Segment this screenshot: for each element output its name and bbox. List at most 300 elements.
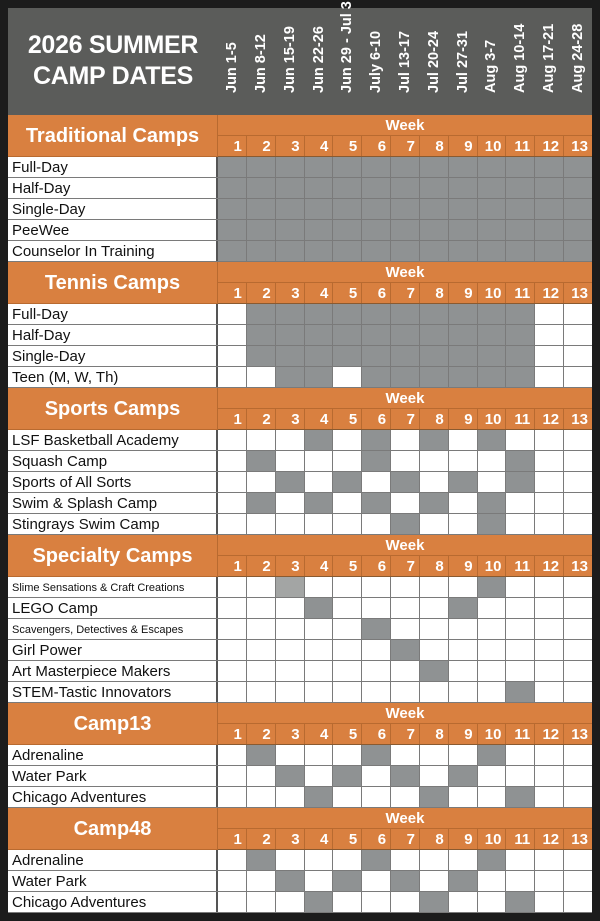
empty-week-cell xyxy=(391,577,420,597)
empty-week-cell xyxy=(305,766,334,786)
empty-week-cell xyxy=(218,304,247,324)
scheduled-week-cell xyxy=(420,220,449,240)
week-cells xyxy=(218,241,592,261)
week-number: 1 xyxy=(218,829,247,849)
week-number: 1 xyxy=(218,556,247,576)
empty-week-cell xyxy=(535,745,564,765)
empty-week-cell xyxy=(449,451,478,471)
week-number: 6 xyxy=(362,136,391,156)
scheduled-week-cell xyxy=(478,178,507,198)
empty-week-cell xyxy=(478,619,507,639)
empty-week-cell xyxy=(564,766,592,786)
empty-week-cell xyxy=(564,514,592,534)
empty-week-cell xyxy=(218,577,247,597)
empty-week-cell xyxy=(506,745,535,765)
camp-row xyxy=(8,346,592,367)
scheduled-week-cell xyxy=(449,766,478,786)
scheduled-week-cell xyxy=(305,598,334,618)
scheduled-week-cell xyxy=(478,325,507,345)
week-number: 12 xyxy=(535,409,564,429)
empty-week-cell xyxy=(535,367,564,387)
section-header xyxy=(8,115,592,157)
empty-week-cell xyxy=(247,619,276,639)
week-number: 7 xyxy=(391,556,420,576)
section-camp48 xyxy=(8,808,592,913)
empty-week-cell xyxy=(506,430,535,450)
empty-week-cell xyxy=(535,325,564,345)
week-date-label xyxy=(304,9,333,109)
empty-week-cell xyxy=(564,682,592,702)
week-number: 11 xyxy=(506,724,535,744)
title-header xyxy=(8,1,592,115)
camp-row xyxy=(8,451,592,472)
camp-row xyxy=(8,766,592,787)
scheduled-week-cell xyxy=(247,220,276,240)
scheduled-week-cell xyxy=(420,157,449,177)
scheduled-week-cell xyxy=(420,661,449,681)
section-title: Tennis Camps xyxy=(8,262,218,304)
empty-week-cell xyxy=(391,787,420,807)
week-date-text: Jul 27-31 xyxy=(454,30,471,93)
scheduled-week-cell xyxy=(333,220,362,240)
scheduled-week-cell xyxy=(506,241,535,261)
scheduled-week-cell xyxy=(420,199,449,219)
week-cells xyxy=(218,766,592,786)
scheduled-week-cell xyxy=(276,304,305,324)
week-number: 12 xyxy=(535,136,564,156)
scheduled-week-cell xyxy=(449,199,478,219)
scheduled-week-cell xyxy=(478,577,507,597)
camp-row xyxy=(8,367,592,388)
empty-week-cell xyxy=(535,682,564,702)
camp-row xyxy=(8,430,592,451)
scheduled-week-cell xyxy=(305,199,334,219)
empty-week-cell xyxy=(276,493,305,513)
empty-week-cell xyxy=(564,787,592,807)
week-cells xyxy=(218,220,592,240)
empty-week-cell xyxy=(478,640,507,660)
section-specialty-camps xyxy=(8,535,592,703)
camp-name: Half-Day xyxy=(8,178,218,198)
week-number: 8 xyxy=(420,283,449,303)
scheduled-week-cell xyxy=(333,199,362,219)
empty-week-cell xyxy=(333,850,362,870)
scheduled-week-cell xyxy=(506,682,535,702)
scheduled-week-cell xyxy=(247,304,276,324)
scheduled-week-cell xyxy=(391,640,420,660)
empty-week-cell xyxy=(535,787,564,807)
scheduled-week-cell xyxy=(247,325,276,345)
camp-row xyxy=(8,661,592,682)
empty-week-cell xyxy=(506,640,535,660)
scheduled-week-cell xyxy=(362,451,391,471)
week-cells xyxy=(218,745,592,765)
week-number: 13 xyxy=(571,831,588,848)
week-cells xyxy=(218,178,592,198)
week-number: 11 xyxy=(506,556,535,576)
week-number: 2 xyxy=(247,829,276,849)
camp-name: Water Park xyxy=(8,766,218,786)
scheduled-week-cell xyxy=(478,745,507,765)
empty-week-cell xyxy=(449,682,478,702)
empty-week-cell xyxy=(247,766,276,786)
empty-week-cell xyxy=(333,661,362,681)
section-title: Traditional Camps xyxy=(8,115,218,157)
week-number: 7 xyxy=(391,283,420,303)
camp-name: LSF Basketball Academy xyxy=(8,430,218,450)
empty-week-cell xyxy=(535,598,564,618)
week-cells xyxy=(218,514,592,534)
week-number: 6 xyxy=(362,724,391,744)
empty-week-cell xyxy=(420,640,449,660)
camp-row xyxy=(8,472,592,493)
week-number: 8 xyxy=(420,409,449,429)
empty-week-cell xyxy=(564,367,592,387)
empty-week-cell xyxy=(478,682,507,702)
scheduled-week-cell xyxy=(247,745,276,765)
empty-week-cell xyxy=(535,577,564,597)
scheduled-week-cell xyxy=(420,178,449,198)
week-cells xyxy=(218,304,592,324)
empty-week-cell xyxy=(564,430,592,450)
empty-week-cell xyxy=(305,661,334,681)
empty-week-cell xyxy=(305,451,334,471)
week-number: 12 xyxy=(535,724,564,744)
scheduled-week-cell xyxy=(218,199,247,219)
scheduled-week-cell xyxy=(420,241,449,261)
scheduled-week-cell xyxy=(305,346,334,366)
scheduled-week-cell xyxy=(276,346,305,366)
camp-name: LEGO Camp xyxy=(8,598,218,618)
scheduled-week-cell xyxy=(333,241,362,261)
empty-week-cell xyxy=(564,892,592,912)
scheduled-week-cell xyxy=(506,178,535,198)
scheduled-week-cell xyxy=(333,325,362,345)
camp-name: PeeWee xyxy=(8,220,218,240)
scheduled-week-cell xyxy=(478,157,507,177)
scheduled-week-cell xyxy=(333,346,362,366)
week-number: 3 xyxy=(276,829,305,849)
empty-week-cell xyxy=(449,577,478,597)
empty-week-cell xyxy=(391,745,420,765)
empty-week-cell xyxy=(218,430,247,450)
week-number: 3 xyxy=(276,283,305,303)
scheduled-week-cell xyxy=(391,199,420,219)
week-number: 11 xyxy=(506,283,535,303)
camp-name: Water Park xyxy=(8,871,218,891)
scheduled-week-cell xyxy=(276,472,305,492)
camp-name: Adrenaline xyxy=(8,745,218,765)
section-header xyxy=(8,262,592,304)
week-number: 1 xyxy=(218,136,247,156)
empty-week-cell xyxy=(420,451,449,471)
camp-row xyxy=(8,850,592,871)
empty-week-cell xyxy=(218,682,247,702)
empty-week-cell xyxy=(564,871,592,891)
empty-week-cell xyxy=(362,787,391,807)
empty-week-cell xyxy=(564,472,592,492)
camp-row xyxy=(8,178,592,199)
empty-week-cell xyxy=(247,871,276,891)
empty-week-cell xyxy=(478,787,507,807)
week-date-label xyxy=(362,9,391,109)
week-number: 3 xyxy=(276,724,305,744)
scheduled-week-cell xyxy=(247,850,276,870)
empty-week-cell xyxy=(218,367,247,387)
empty-week-cell xyxy=(478,451,507,471)
week-date-text: Aug 17-21 xyxy=(540,23,557,93)
scheduled-week-cell xyxy=(391,325,420,345)
scheduled-week-cell xyxy=(449,598,478,618)
empty-week-cell xyxy=(564,640,592,660)
section-title: Sports Camps xyxy=(8,388,218,430)
scheduled-week-cell xyxy=(362,745,391,765)
empty-week-cell xyxy=(506,619,535,639)
empty-week-cell xyxy=(305,745,334,765)
week-number: 6 xyxy=(362,409,391,429)
empty-week-cell xyxy=(535,892,564,912)
week-number: 12 xyxy=(535,829,564,849)
scheduled-week-cell xyxy=(362,241,391,261)
empty-week-cell xyxy=(218,514,247,534)
camp-row xyxy=(8,493,592,514)
empty-week-cell xyxy=(449,892,478,912)
empty-week-cell xyxy=(420,871,449,891)
week-number: 2 xyxy=(247,409,276,429)
week-number: 4 xyxy=(305,724,334,744)
week-cells xyxy=(218,619,592,639)
empty-week-cell xyxy=(391,430,420,450)
week-number: 1 xyxy=(218,724,247,744)
empty-week-cell xyxy=(218,850,247,870)
week-date-label xyxy=(218,9,247,109)
week-number: 4 xyxy=(305,283,334,303)
empty-week-cell xyxy=(276,682,305,702)
week-number: 3 xyxy=(276,136,305,156)
week-label: Week xyxy=(218,388,592,409)
week-cells xyxy=(218,493,592,513)
empty-week-cell xyxy=(478,892,507,912)
empty-week-cell xyxy=(333,787,362,807)
week-number: 9 xyxy=(449,829,478,849)
scheduled-week-cell xyxy=(478,220,507,240)
scheduled-week-cell xyxy=(391,367,420,387)
scheduled-week-cell xyxy=(218,220,247,240)
week-number: 10 xyxy=(478,829,507,849)
scheduled-week-cell xyxy=(391,178,420,198)
week-date-label xyxy=(448,9,477,109)
scheduled-week-cell xyxy=(391,871,420,891)
empty-week-cell xyxy=(247,892,276,912)
week-cells xyxy=(218,430,592,450)
scheduled-week-cell xyxy=(247,157,276,177)
week-number: 11 xyxy=(506,829,535,849)
scheduled-week-cell xyxy=(478,304,507,324)
week-number: 10 xyxy=(478,556,507,576)
week-number-row xyxy=(218,409,592,430)
empty-week-cell xyxy=(362,682,391,702)
week-number: 6 xyxy=(362,283,391,303)
week-number: 13 xyxy=(571,726,588,743)
empty-week-cell xyxy=(449,745,478,765)
scheduled-week-cell xyxy=(478,199,507,219)
empty-week-cell xyxy=(362,661,391,681)
empty-week-cell xyxy=(276,745,305,765)
empty-week-cell xyxy=(535,514,564,534)
empty-week-cell xyxy=(535,640,564,660)
empty-week-cell xyxy=(362,871,391,891)
scheduled-week-cell xyxy=(362,199,391,219)
camp-name: Sports of All Sorts xyxy=(8,472,218,492)
camp-row xyxy=(8,598,592,619)
scheduled-week-cell xyxy=(506,346,535,366)
week-number: 10 xyxy=(478,136,507,156)
empty-week-cell xyxy=(362,472,391,492)
empty-week-cell xyxy=(449,619,478,639)
week-number: 8 xyxy=(420,724,449,744)
scheduled-week-cell xyxy=(333,304,362,324)
week-number: 7 xyxy=(391,136,420,156)
camp-name: STEM-Tastic Innovators xyxy=(8,682,218,702)
empty-week-cell xyxy=(218,871,247,891)
week-cells xyxy=(218,661,592,681)
camp-row xyxy=(8,220,592,241)
scheduled-week-cell xyxy=(564,157,592,177)
week-date-text: July 6-10 xyxy=(368,30,385,93)
empty-week-cell xyxy=(333,619,362,639)
week-number: 5 xyxy=(333,556,362,576)
camp-name: Art Masterpiece Makers xyxy=(8,661,218,681)
empty-week-cell xyxy=(362,892,391,912)
empty-week-cell xyxy=(218,619,247,639)
week-number: 10 xyxy=(478,724,507,744)
empty-week-cell xyxy=(478,598,507,618)
empty-week-cell xyxy=(218,640,247,660)
scheduled-week-cell xyxy=(506,472,535,492)
week-number: 13 xyxy=(571,558,588,575)
scheduled-week-cell xyxy=(362,493,391,513)
empty-week-cell xyxy=(247,682,276,702)
week-label: Week xyxy=(218,703,592,724)
empty-week-cell xyxy=(276,619,305,639)
camp-row xyxy=(8,241,592,262)
empty-week-cell xyxy=(333,367,362,387)
scheduled-week-cell xyxy=(305,178,334,198)
week-number: 5 xyxy=(333,829,362,849)
scheduled-week-cell xyxy=(506,787,535,807)
scheduled-week-cell xyxy=(362,157,391,177)
week-cells xyxy=(218,325,592,345)
scheduled-week-cell xyxy=(305,493,334,513)
empty-week-cell xyxy=(362,766,391,786)
empty-week-cell xyxy=(218,892,247,912)
scheduled-week-cell xyxy=(391,346,420,366)
camp-name: Counselor In Training xyxy=(8,241,218,261)
empty-week-cell xyxy=(218,598,247,618)
week-date-text: Jun 29 - Jul 3 xyxy=(339,1,356,93)
week-cells xyxy=(218,787,592,807)
scheduled-week-cell xyxy=(420,430,449,450)
section-header xyxy=(8,388,592,430)
week-date-label xyxy=(247,9,276,109)
empty-week-cell xyxy=(276,598,305,618)
week-number: 6 xyxy=(362,829,391,849)
camp-row xyxy=(8,787,592,808)
week-number: 9 xyxy=(449,724,478,744)
scheduled-week-cell xyxy=(506,304,535,324)
empty-week-cell xyxy=(247,430,276,450)
empty-week-cell xyxy=(333,745,362,765)
week-number: 12 xyxy=(535,556,564,576)
empty-week-cell xyxy=(535,304,564,324)
week-number: 8 xyxy=(420,829,449,849)
empty-week-cell xyxy=(218,472,247,492)
week-date-text: Jun 1-5 xyxy=(224,42,241,93)
week-number: 10 xyxy=(478,283,507,303)
empty-week-cell xyxy=(218,661,247,681)
scheduled-week-cell xyxy=(478,493,507,513)
empty-week-cell xyxy=(276,514,305,534)
empty-week-cell xyxy=(247,577,276,597)
empty-week-cell xyxy=(391,661,420,681)
week-number-row xyxy=(218,829,592,850)
scheduled-week-cell xyxy=(535,199,564,219)
scheduled-week-cell xyxy=(420,493,449,513)
empty-week-cell xyxy=(564,451,592,471)
scheduled-week-cell xyxy=(218,157,247,177)
section-title: Camp48 xyxy=(8,808,218,850)
week-date-text: Jun 15-19 xyxy=(281,26,298,93)
scheduled-week-cell xyxy=(391,304,420,324)
scheduled-week-cell xyxy=(333,472,362,492)
empty-week-cell xyxy=(218,787,247,807)
scheduled-week-cell xyxy=(449,304,478,324)
week-date-label xyxy=(276,9,305,109)
camp-row xyxy=(8,892,592,913)
scheduled-week-cell xyxy=(506,220,535,240)
scheduled-week-cell xyxy=(506,325,535,345)
camp-name: Half-Day xyxy=(8,325,218,345)
camp-row xyxy=(8,619,592,640)
empty-week-cell xyxy=(420,745,449,765)
week-number: 2 xyxy=(247,724,276,744)
scheduled-week-cell xyxy=(449,325,478,345)
scheduled-week-cell xyxy=(247,346,276,366)
scheduled-week-cell xyxy=(535,220,564,240)
scheduled-week-cell xyxy=(305,304,334,324)
scheduled-week-cell xyxy=(506,157,535,177)
scheduled-week-cell xyxy=(478,367,507,387)
empty-week-cell xyxy=(506,661,535,681)
empty-week-cell xyxy=(333,514,362,534)
week-number: 7 xyxy=(391,409,420,429)
week-number: 2 xyxy=(247,136,276,156)
week-number-row xyxy=(218,556,592,577)
scheduled-week-cell xyxy=(449,241,478,261)
empty-week-cell xyxy=(305,871,334,891)
empty-week-cell xyxy=(333,451,362,471)
scheduled-week-cell xyxy=(506,199,535,219)
camp-name: Swim & Splash Camp xyxy=(8,493,218,513)
empty-week-cell xyxy=(535,871,564,891)
week-number: 5 xyxy=(333,724,362,744)
empty-week-cell xyxy=(506,871,535,891)
empty-week-cell xyxy=(276,430,305,450)
week-cells xyxy=(218,451,592,471)
week-number: 9 xyxy=(449,136,478,156)
camp-name: Chicago Adventures xyxy=(8,787,218,807)
empty-week-cell xyxy=(218,745,247,765)
